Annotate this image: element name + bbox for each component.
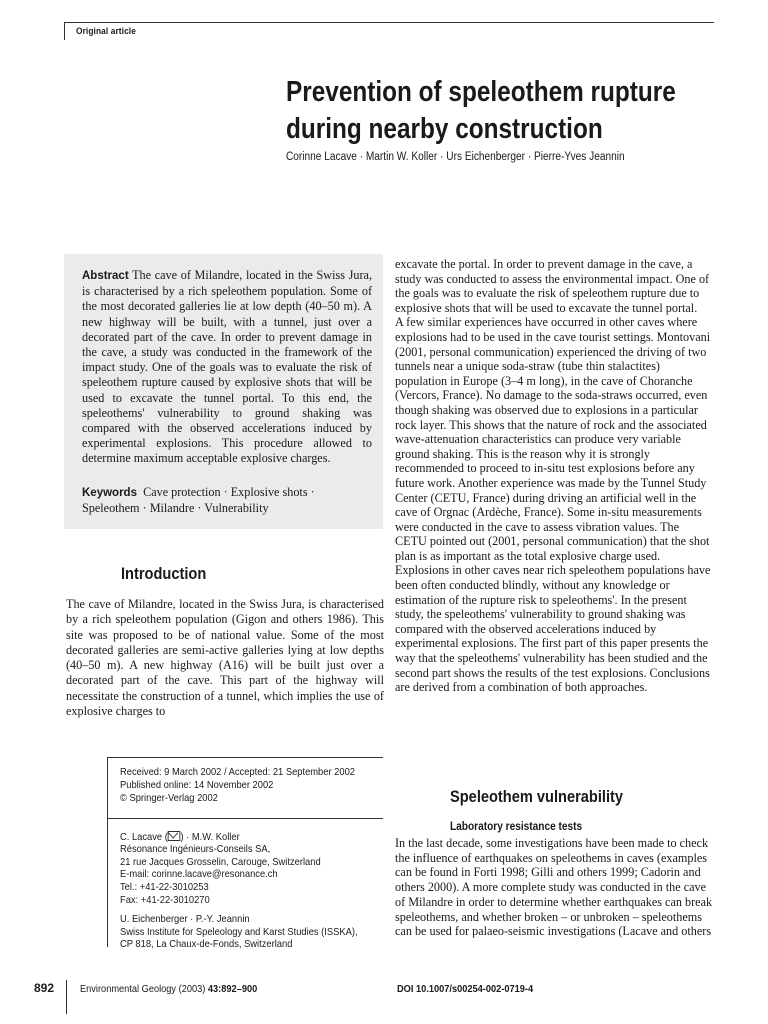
journal-name: Environmental Geology (2003) [80,983,206,995]
keywords-text: Cave protection · Explosive shots · Speleothem · Milandre · Vulnerability [82,485,315,516]
footer-rule [66,980,67,1014]
paragraph: A few similar experiences have occurred in other caves where explosions had to be used in the cave tourist settings. Montovani (2001, personal communication) experienced the driving of two tunnels near a unique soda-straw (tube thin stalactites) population in Europe (3–4 m long), in the cave of Choranche (Vercors, France). No damage to the soda-straws occurred, even though shaking was observed due to explosions in a particular rock layer. This shows that the nature of rock and the associated wave-attenuation characteristics can produce very variable ground shaking. This is the reason why it is strongly recommended to proceed to in-situ test explosions before any future work. Another experience was made by the Tunnel Study Center (CETU, France) during driving an artificial well in the cave of Orgnac (Ardèche, France). Some in-situ measurements were conducted in the cave to assess vibration values. The CETU pointed out (2001, personal communication) that the shot plan is as important as the total explosive charge used. [395,315,711,563]
notes-top-rule [107,757,383,758]
article-dates [120,767,355,805]
lab-tests-subheading: Laboratory resistance tests [450,821,583,833]
paragraph: Explosions in other caves near rich speleothem populations have been often conducted blindly, without any knowledge or estimation of the rupture risk to speleothems'. In the present study, the speleothems' vulnerability to ground shaking was compared with the observed accelerations induced by experimental explosions. The first part of this paper presents the way that the speleothems' vulnerability has been studied and the second part shows the results of the test explosions. Conclusions are derived from a combination of both approaches. [395,563,711,695]
email: E-mail: corinne.lacave@resonance.ch [120,869,278,881]
notes-left-rule [107,757,108,947]
title-line-1: Prevention of speleothem rupture [286,76,676,108]
header-rule [64,22,714,23]
affiliation: Swiss Institute for Speleology and Karst Studies (ISSKA), [120,926,358,938]
author-list: Corinne Lacave · Martin W. Koller · Urs Eichenberger · Pierre-Yves Jeannin [286,151,625,163]
abstract-text: The cave of Milandre, located in the Swiss Jura, is characterised by a rich speleothem population. Some of the most decorated galleries lie at low depth (40–50 m). A new highway will be built, with a tunnel, just over a decorated part of the cave. In order to prevent damage in the cave, a study was conducted in the framework of the impact study. One of the goals was to evaluate the risk of speleothem rupture caused by explosive shots that will be used to excavate the tunnel portal. To this end, the speleothems' vulnerability to ground shaking was compared with the observed accelerations induced by experimental explosions. This procedure allowed to determine maximum acceptable explosive charges. [82,268,372,466]
notes-divider-rule [107,818,383,819]
paper-title [286,74,681,148]
telephone: Tel.: +41-22-3010253 [120,882,209,894]
address: CP 818, La Chaux-de-Fonds, Switzerland [120,939,293,951]
abstract [82,268,372,467]
page-number: 892 [34,981,55,995]
fax: Fax: +41-22-3010270 [120,894,210,906]
keywords [82,485,372,516]
author-name: U. Eichenberger · P.-Y. Jeannin [120,913,250,925]
envelope-icon [168,831,181,841]
header-tick [64,22,65,40]
vulnerability-heading: Speleothem vulnerability [450,787,624,806]
title-line-2: during nearby construction [286,113,603,145]
doi: DOI 10.1007/s00254-002-0719-4 [397,983,534,995]
keywords-label: Keywords [82,487,137,499]
abstract-label: Abstract [82,270,129,282]
journal-citation [80,983,257,995]
right-column-text [395,257,713,695]
paragraph: excavate the portal. In order to prevent damage in the cave, a study was conducted to assess the environmental impact. One of the goals was to evaluate the risk of speleothem rupture due to explosive shots that will be used to excavate the tunnel portal. [395,257,710,315]
copyright: © Springer-Verlag 2002 [120,792,218,804]
author-name: C. Lacave [120,832,163,843]
affiliation: Résonance Ingénieurs-Conseils SA, [120,843,271,855]
article-type: Original article [76,26,136,37]
vulnerability-text: In the last decade, some investigations have been made to check the influence of earthquakes on speleothems in caves (examples can be found in Forti 1998; Gilli and others 1999; Cadorin and others 2000). A more complete study was conducted in the cave of Milandre in order to determine whether earthquakes can break speleothems, and whether broken – or unbroken – speleothems can be used for palaeo-seismic investigations (Lacave and others [395,836,713,939]
correspondence: C. Lacave ( ) · M.W. Koller Résonance Ingénieurs-Conseils SA, 21 rue Jacques Grosselin, Carouge, Switzerland E-mail: corinne.lacave@resonance.ch Tel.: +41-22-3010253 Fax: +41-22-3010270 U. Eichenberger · P.-Y. Jeannin Swiss Institute for Speleology and Karst Studies (ISSKA), CP 818, La Chaux-de-Fonds, Switzerland [120,832,358,951]
address: 21 rue Jacques Grosselin, Carouge, Switzerland [120,856,321,868]
author-name: · M.W. Koller [186,832,240,843]
introduction-text: The cave of Milandre, located in the Swiss Jura, is characterised by a rich speleothem population (Gigon and others 1986). This site was proposed to be of national value. Some of the most decorated galleries are semi-active galleries lying at low depths (40–50 m). A new highway (A16) will be built just over a decorated part of the cave. This part of the highway will necessitate the construction of a tunnel, which implies the use of explosive charges to [66,597,384,719]
volume-pages: 43:892–900 [207,983,258,995]
published-date: Published online: 14 November 2002 [120,779,274,791]
received-date: Received: 9 March 2002 / Accepted: 21 September 2002 [120,767,355,778]
introduction-heading: Introduction [121,564,207,583]
